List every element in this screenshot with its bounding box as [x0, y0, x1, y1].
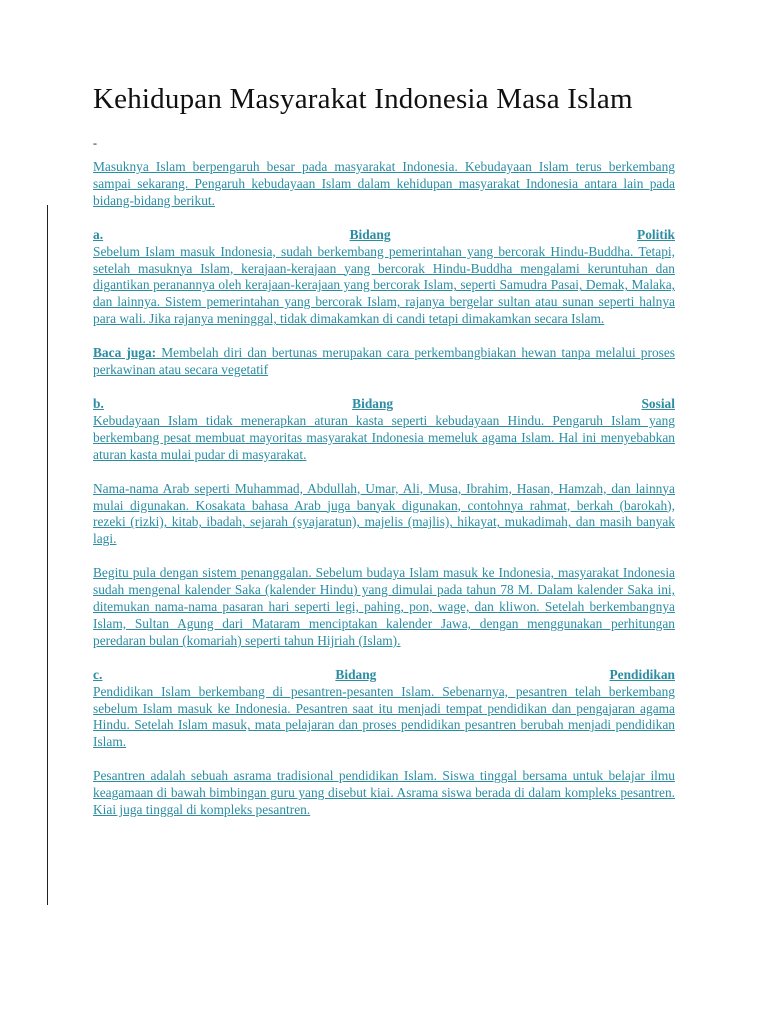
section-body-politik[interactable]: Sebelum Islam masuk Indonesia, sudah berkembang pemerintahan yang bercorak Hindu-Buddha. Tetapi, setelah masuknya Islam, kerajaan-kerajaan yang bercorak Hindu-Buddha mengalami keruntuhan dan digantikan peranannya oleh kerajaan-kerajaan yang bercorak Islam, seperti Samudra Pasai, Demak, Malaka, dan lainnya. Sistem pemerintahan yang bercorak Islam, rajanya bergelar sultan atau sunan seperti halnya para wali. Jika rajanya meninggal, tidak dimakamkan di candi tetapi dimakamkan secara Islam. — [93, 243, 675, 327]
section-word: Bidang — [349, 226, 391, 242]
baca-juga-link[interactable] — [93, 345, 675, 379]
section-word: Bidang — [335, 666, 377, 682]
section-pendidikan — [93, 667, 675, 752]
paragraph-kalender[interactable]: Begitu pula dengan sistem penanggalan. Sebelum budaya Islam masuk ke Indonesia, masyarakat Indonesia sudah mengenal kalender Saka (kalender Hindu) yang dimulai pada tahun 78 M. Dalam kalender Saka ini, ditemukan nama-nama pasaran hari seperti legi, pahing, pon, wage, dan kliwon. Setelah berkembangnya Islam, Sultan Agung dari Mataram menciptakan kalender Jawa, dengan menggunakan perhitungan peredaran bulan (komariah) seperti tahun Hijriah (Islam). — [93, 565, 675, 648]
paragraph-nama-arab[interactable]: Nama-nama Arab seperti Muhammad, Abdullah, Umar, Ali, Musa, Ibrahim, Hasan, Hamzah, dan lainnya mulai digunakan. Kosakata bahasa Arab juga banyak digunakan, contohnya rahmat, berkah (barokah), rezeki (rizki), kitab, ibadah, sejarah (syajaratun), majelis (majlis), hikayat, mukadimah, dan masih banyak lagi. — [93, 480, 675, 547]
section-politik — [93, 227, 675, 328]
section-word: Bidang — [352, 395, 394, 411]
document-body — [93, 82, 675, 836]
section-topic: Sosial — [641, 395, 675, 411]
section-letter: c. — [93, 666, 103, 682]
section-letter: b. — [93, 395, 104, 411]
section-topic: Pendidikan — [609, 666, 675, 682]
title-separator: - — [93, 136, 97, 150]
section-body-pendidikan[interactable]: Pendidikan Islam berkembang di pesantren-pesanten Islam. Sebenarnya, pesantren telah berkembang sebelum Islam masuk ke Indonesia. Pesantren saat itu menjadi tempat pendidikan dan pengajaran agama Hindu. Setelah Islam masuk, mata pelajaran dan proses pendidikan pesantren berubah menjadi pendidikan Islam. — [93, 683, 675, 750]
section-sosial — [93, 396, 675, 464]
section-heading-sosial[interactable] — [93, 396, 675, 413]
section-heading-pendidikan[interactable] — [93, 667, 675, 684]
section-topic: Politik — [637, 226, 675, 242]
page-title: Kehidupan Masyarakat Indonesia Masa Islam — [93, 83, 633, 115]
paragraph-pesantren[interactable]: Pesantren adalah sebuah asrama tradisional pendidikan Islam. Siswa tinggal bersama untuk belajar ilmu keagamaan di bawah bimbingan guru yang disebut kiai. Asrama siswa berada di dalam kompleks pesantren. Kiai juga tinggal di kompleks pesantren. — [93, 768, 675, 818]
baca-juga-text: Membelah diri dan bertunas merupakan cara perkembangbiakan hewan tanpa melalui proses perkawinan atau secara vegetatif — [93, 345, 676, 378]
intro-paragraph[interactable]: Masuknya Islam berpengaruh besar pada masyarakat Indonesia. Kebudayaan Islam terus berkembang sampai sekarang. Pengaruh kebudayaan Islam dalam kehidupan masyarakat Indonesia antara lain pada bidang-bidang berikut. — [93, 159, 675, 208]
section-heading-politik[interactable] — [93, 227, 675, 244]
page-margin-line — [47, 205, 48, 905]
section-letter: a. — [93, 226, 104, 242]
section-body-sosial[interactable]: Kebudayaan Islam tidak menerapkan aturan kasta seperti kebudayaan Hindu. Pengaruh Islam yang berkembang pesat membuat mayoritas masyarakat Indonesia memeluk agama Islam. Hal ini menyebabkan aturan kasta mulai pudar di masyarakat. — [93, 412, 675, 462]
baca-juga-label: Baca juga: — [93, 345, 157, 361]
